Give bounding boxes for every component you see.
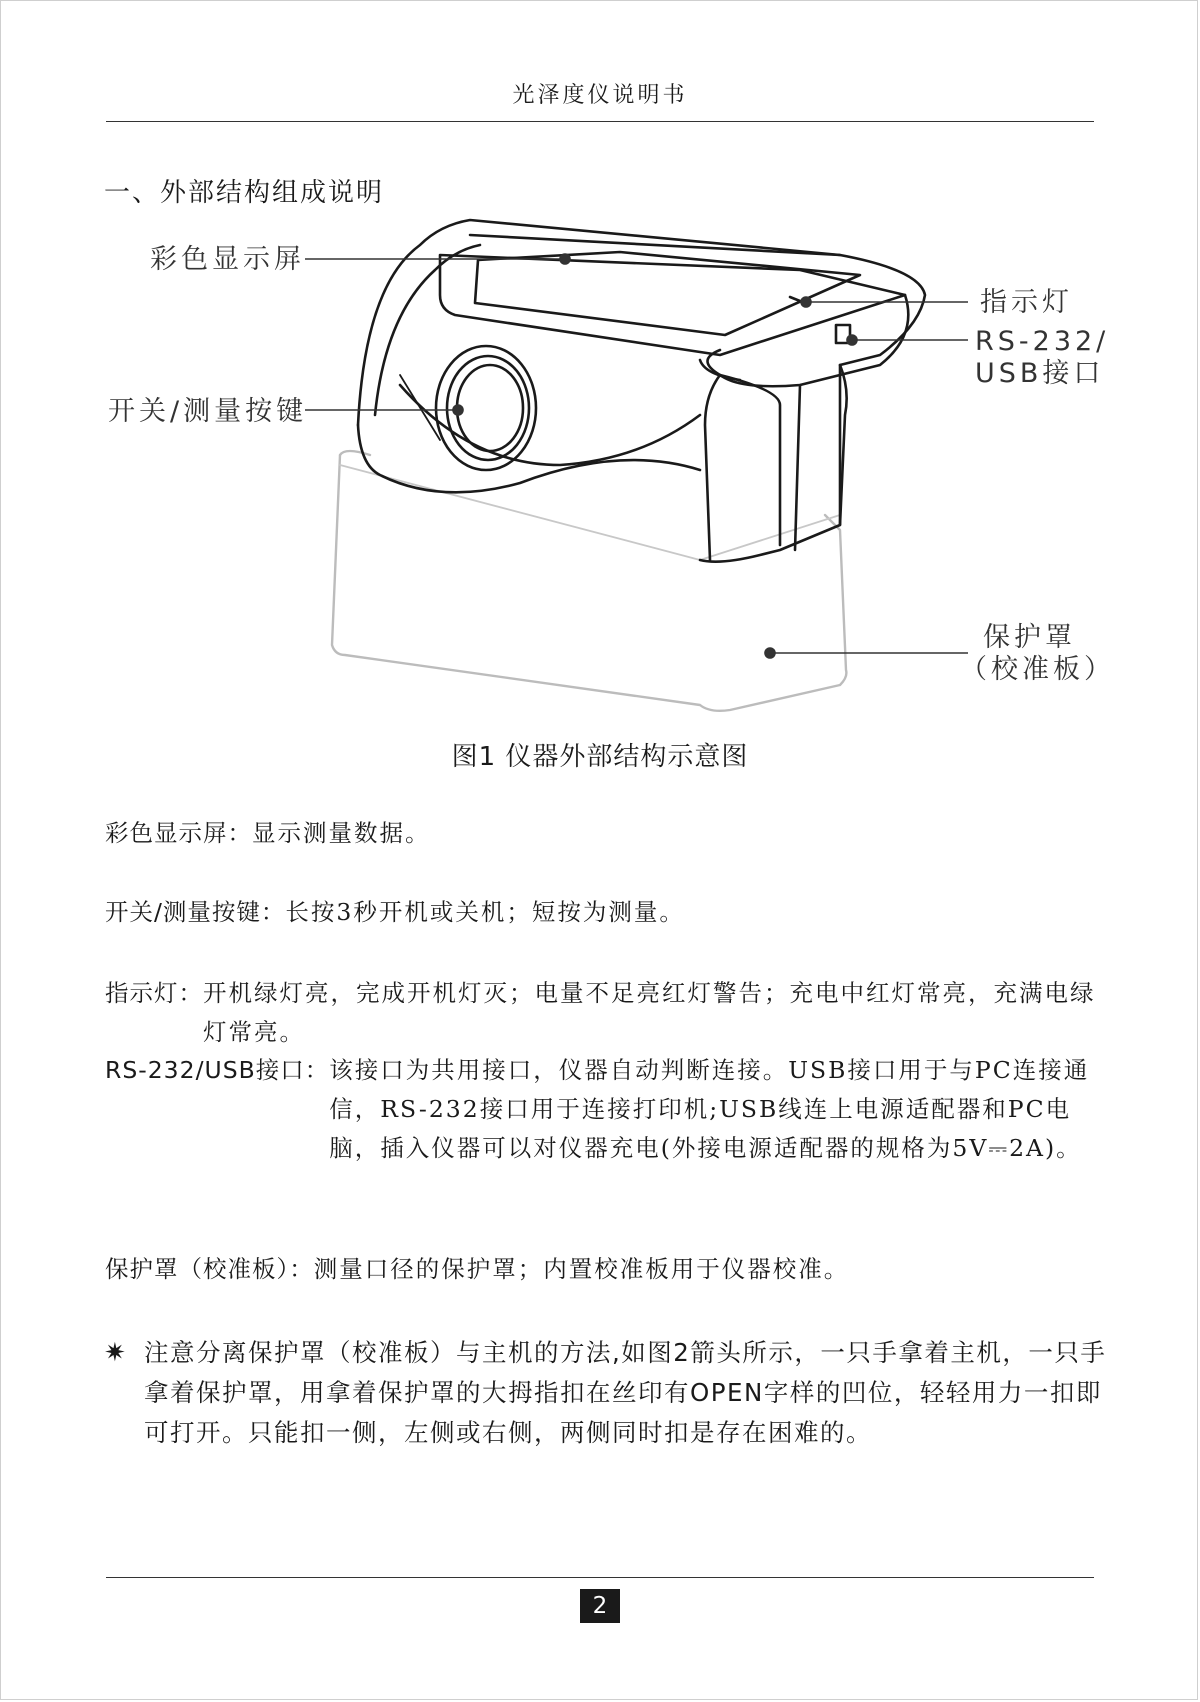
desc-term: 开关/测量按键： [105, 898, 286, 926]
page-number: 2 [580, 1589, 620, 1623]
desc-text: 开机绿灯亮，完成开机灯灭；电量不足亮红灯警告；充电中红灯常亮，充满电绿灯常亮。 [203, 979, 1096, 1046]
desc-term: 指示灯： [105, 979, 203, 1007]
desc-text: 显示测量数据。 [252, 819, 431, 847]
desc-display [105, 814, 1105, 853]
callout-port-line1: RS-232/ [975, 326, 1110, 357]
callout-port-line2: USB接口 [975, 358, 1105, 389]
desc-term: RS-232/USB接口： [105, 1056, 330, 1084]
desc-text: 该接口为共用接口，仪器自动判断连接。USB接口用于与PC连接通信，RS-232接口用于连接打印机;USB线连上电源适配器和PC电脑，插入仪器可以对仪器充电(外接电源适配器的规格为5V⎓2A)。 [329, 1056, 1090, 1162]
figure-caption: 图1 仪器外部结构示意图 [451, 742, 749, 772]
desc-power-button [105, 893, 1105, 932]
device-figure [0, 215, 1200, 715]
desc-term: 彩色显示屏： [105, 819, 252, 847]
callout-cover-line2: （校准板） [960, 654, 1115, 685]
desc-text: 测量口径的保护罩；内置校准板用于仪器校准。 [313, 1255, 850, 1283]
desc-indicator [105, 974, 1105, 1052]
callout-display: 彩色显示屏 [150, 244, 305, 275]
section-heading: 一、外部结构组成说明 [104, 178, 385, 208]
desc-text: 长按3秒开机或关机；短按为测量。 [285, 898, 685, 926]
page-header-title: 光泽度仪说明书 [512, 83, 688, 108]
footer-rule [106, 1577, 1094, 1578]
callout-cover-line1: 保护罩 [983, 622, 1076, 653]
note-text: 注意分离保护罩（校准板）与主机的方法,如图2箭头所示，一只手拿着主机，一只手拿着保护罩，用拿着保护罩的大拇指扣在丝印有OPEN字样的凹位，轻轻用力一扣即可打开。只能扣一侧，左侧或右侧，两侧同时扣是存在困难的。 [144, 1338, 1107, 1447]
star-icon: ✷ [104, 1338, 126, 1368]
desc-cover [105, 1250, 1105, 1289]
desc-port [105, 1051, 1105, 1168]
callout-indicator: 指示灯 [980, 287, 1073, 318]
callout-power-button: 开关/测量按键 [108, 396, 308, 427]
separation-note [104, 1333, 1114, 1453]
desc-term: 保护罩（校准板）： [105, 1255, 314, 1283]
header-rule [106, 121, 1094, 122]
